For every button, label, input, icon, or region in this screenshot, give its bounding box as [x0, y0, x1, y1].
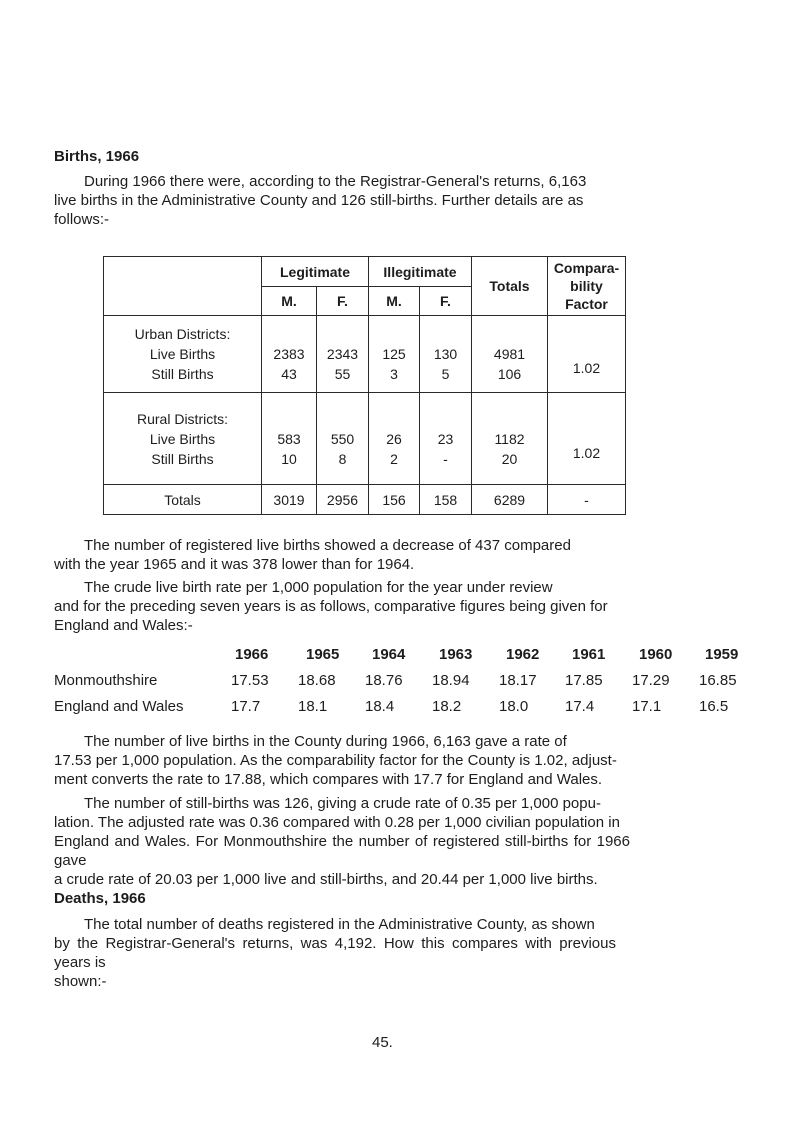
cell-value: 125: [382, 346, 406, 362]
cell-value: 1182: [494, 430, 525, 447]
header-legit-m: M.: [262, 287, 317, 316]
totals-label: Totals: [104, 485, 262, 515]
cell-value: 4981: [493, 346, 526, 362]
header-comparability-line: Factor: [565, 296, 608, 312]
para-line: a crude rate of 20.03 per 1,000 live and still-births, and 20.44 per 1,000 live births.: [54, 871, 598, 888]
cell-rural-leg-m: [262, 393, 317, 485]
table-row-rural: [104, 393, 626, 485]
totals-value: 3019: [262, 485, 317, 515]
para-line: England and Wales. For Monmouthshire the number of registered still-births for 1966 gave: [54, 833, 630, 869]
para-line: 17.53 per 1,000 population. As the comparability factor for the County is 1.02, adjust-: [54, 752, 617, 769]
row-label-rural: [104, 393, 262, 485]
deaths-text: [54, 915, 616, 991]
header-blank: [104, 257, 262, 316]
row-label-line: Still Births: [151, 450, 214, 467]
rates-row-label: Monmouthshire: [54, 672, 158, 689]
header-illegitimate: Illegitimate: [369, 257, 472, 287]
cell-value: 43: [281, 366, 297, 382]
header-illegit-f: F.: [420, 287, 472, 316]
row-label-line: Rural Districts:: [136, 410, 228, 427]
row-label-urban: [104, 316, 262, 393]
totals-value: 2956: [317, 485, 369, 515]
intro-line: During 1966 there were, according to the Registrar-General's returns, 6,163: [84, 173, 587, 190]
row-label-line: Live Births: [149, 430, 216, 447]
para-line: and for the preceding seven years is as follows, comparative figures being given for: [54, 598, 608, 615]
table-row-totals: [104, 485, 626, 515]
rate-value: 18.94: [432, 672, 470, 689]
cell-rural-ill-f: [420, 393, 472, 485]
cell-rural-factor: 1.02: [548, 393, 626, 485]
year-header: 1963: [439, 646, 473, 663]
header-legit-f: F.: [317, 287, 369, 316]
para-line: shown:-: [54, 973, 107, 990]
births-table: [103, 256, 626, 515]
rate-value: 18.1: [298, 698, 328, 715]
row-label-line: Urban Districts:: [134, 326, 231, 342]
rate-value: 17.7: [231, 698, 261, 715]
header-comparability-line: Compara-: [553, 260, 620, 276]
cell-value: 2: [390, 450, 398, 467]
cell-value: 10: [281, 450, 297, 467]
year-header: 1966: [235, 646, 269, 663]
cell-value: 8: [338, 450, 347, 467]
totals-value: -: [548, 485, 626, 515]
cell-rural-leg-f: [317, 393, 369, 485]
rate-value: 18.17: [499, 672, 537, 689]
table-row-urban: [104, 316, 626, 393]
para-line: The crude live birth rate per 1,000 population for the year under review: [84, 579, 553, 596]
rate-value: 17.4: [565, 698, 595, 715]
totals-value: 158: [420, 485, 472, 515]
rate-value: 16.5: [699, 698, 729, 715]
intro-line: follows:-: [54, 211, 110, 228]
rate-value: 17.85: [565, 672, 603, 689]
year-header: 1959: [705, 646, 739, 663]
rate-value: 18.76: [365, 672, 403, 689]
deaths-heading: Deaths, 1966: [54, 890, 146, 907]
rate-value: 17.53: [231, 672, 269, 689]
intro-line: live births in the Administrative County and 126 still-births. Further details are as: [54, 192, 584, 209]
cell-value: 106: [497, 366, 522, 382]
rate-value: 17.29: [632, 672, 670, 689]
cell-value: 583: [277, 430, 301, 447]
header-totals: Totals: [472, 257, 548, 316]
cell-value: 20: [501, 450, 518, 467]
cell-rural-ill-m: [369, 393, 420, 485]
para-line: The total number of deaths registered in the Administrative County, as shown: [84, 916, 595, 933]
cell-value: 2343: [326, 346, 359, 362]
para-line: by the Registrar-General's returns, was 4,192. How this compares with previous years is: [54, 935, 616, 971]
para-line: England and Wales:-: [54, 617, 193, 634]
rate-value: 18.4: [365, 698, 395, 715]
births-heading: Births, 1966: [54, 148, 140, 165]
rate-value: 16.85: [699, 672, 737, 689]
para-line: with the year 1965 and it was 378 lower than for 1964.: [54, 556, 415, 573]
header-illegit-m: M.: [369, 287, 420, 316]
cell-rural-totals: [472, 393, 548, 485]
cell-value: 3: [390, 366, 398, 382]
rate-value: 18.2: [432, 698, 462, 715]
cell-urban-leg-f: [317, 316, 369, 393]
cell-urban-ill-m: [369, 316, 420, 393]
cell-urban-leg-m: [262, 316, 317, 393]
rates-row-label: England and Wales: [54, 698, 184, 715]
cell-value: 2383: [273, 346, 305, 362]
year-header: 1962: [506, 646, 540, 663]
cell-value: 55: [334, 366, 351, 382]
row-label-line: Live Births: [149, 346, 216, 362]
para-county: [54, 732, 628, 789]
para-crude: [54, 578, 628, 635]
row-label-line: Still Births: [151, 366, 214, 382]
cell-value: -: [443, 450, 448, 467]
year-header: 1960: [639, 646, 673, 663]
page-number: 45.: [372, 1034, 393, 1051]
totals-value: 6289: [472, 485, 548, 515]
year-header: 1965: [306, 646, 340, 663]
cell-urban-factor: 1.02: [548, 316, 626, 393]
para-line: The number of still-births was 126, giving a crude rate of 0.35 per 1,000 popu-: [84, 795, 601, 812]
cell-value: 26: [386, 430, 402, 447]
rate-value: 17.1: [632, 698, 662, 715]
cell-urban-totals: [472, 316, 548, 393]
para-decrease: [54, 536, 615, 574]
para-line: The number of registered live births showed a decrease of 437 compared: [84, 537, 571, 554]
header-legitimate: Legitimate: [262, 257, 369, 287]
cell-value: 5: [441, 366, 450, 382]
births-intro: [54, 172, 615, 229]
header-comparability-line: bility: [570, 278, 603, 294]
para-line: ment converts the rate to 17.88, which compares with 17.7 for England and Wales.: [54, 771, 603, 788]
rate-value: 18.0: [499, 698, 529, 715]
para-line: lation. The adjusted rate was 0.36 compared with 0.28 per 1,000 civilian population in: [54, 814, 620, 831]
year-header: 1961: [572, 646, 606, 663]
cell-value: 550: [330, 430, 355, 447]
header-comparability: [548, 257, 626, 316]
para-line: The number of live births in the County during 1966, 6,163 gave a rate of: [84, 733, 567, 750]
totals-value: 156: [369, 485, 420, 515]
cell-urban-ill-f: [420, 316, 472, 393]
year-header: 1964: [372, 646, 406, 663]
cell-value: 23: [437, 430, 454, 447]
rate-value: 18.68: [298, 672, 336, 689]
para-still-births: [54, 794, 630, 889]
cell-value: 130: [433, 346, 458, 362]
